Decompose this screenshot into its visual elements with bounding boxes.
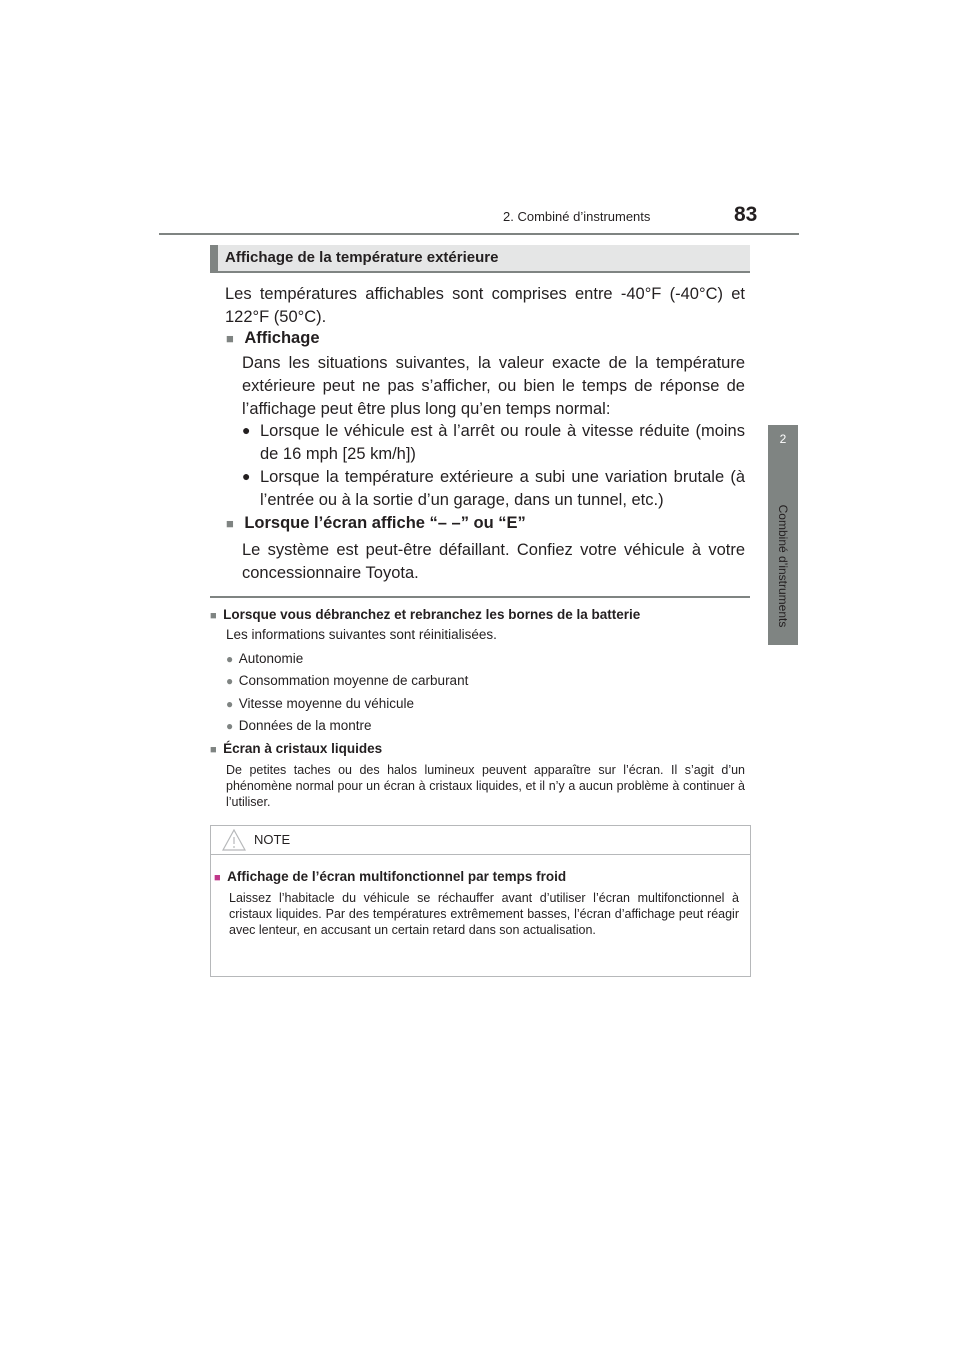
ecran-heading-row xyxy=(226,514,526,533)
battery-heading: Lorsque vous débranchez et rebranchez les bornes de la batterie xyxy=(223,607,641,622)
section-title: Affichage de la température extérieure xyxy=(225,249,499,266)
bullet-dot-icon: ● xyxy=(226,674,234,688)
ecran-heading: Lorsque l’écran affiche “– –” ou “E” xyxy=(244,514,526,532)
section-title-rule xyxy=(210,271,750,273)
bullet-dot-icon: ● xyxy=(226,697,234,711)
list-item xyxy=(226,650,303,668)
battery-text: Les informations suivantes sont réinitialisées. xyxy=(226,627,497,642)
bullet-dot-icon: ● xyxy=(242,468,251,484)
note-heading-row xyxy=(214,868,566,886)
note-heading: Affichage de l’écran multifonctionnel par temps froid xyxy=(227,869,567,884)
list-item xyxy=(226,695,414,713)
battery-heading-row xyxy=(210,606,640,624)
affichage-bullet-2: Lorsque la température extérieure a subi une variation brutale (à l’entrée ou à la sortie d’un garage, dans un tunnel, etc.) xyxy=(260,468,745,509)
note-label: NOTE xyxy=(254,832,291,847)
ecran-text: Le système est peut-être défaillant. Confiez votre véhicule à votre concessionnaire Toyota. xyxy=(242,541,745,582)
side-tab-number: 2 xyxy=(779,432,787,446)
list-item xyxy=(226,717,372,735)
square-bullet-icon: ■ xyxy=(214,872,221,884)
bullet-dot-icon: ● xyxy=(226,719,234,733)
list-item xyxy=(226,672,468,690)
battery-item-label: Consommation moyenne de carburant xyxy=(238,673,469,688)
affichage-bullet-1: Lorsque le véhicule est à l’arrêt ou roule à vitesse réduite (moins de 16 mph [25 km/h]) xyxy=(260,422,745,463)
lcd-heading: Écran à cristaux liquides xyxy=(223,741,383,756)
bullet-dot-icon: ● xyxy=(226,652,234,666)
section-end-rule xyxy=(210,596,750,598)
square-bullet-icon: ■ xyxy=(226,516,234,531)
bullet-dot-icon: ● xyxy=(242,422,251,438)
affichage-heading: Affichage xyxy=(244,329,320,347)
note-box-divider xyxy=(211,854,750,855)
page-number: 83 xyxy=(734,203,758,226)
header-rule xyxy=(159,233,799,235)
section-intro: Les températures affichables sont comprises entre -40°F (-40°C) et 122°F (50°C). xyxy=(225,285,745,326)
affichage-heading-row xyxy=(226,329,320,348)
note-text: Laissez l’habitacle du véhicule se réchauffer avant d’utiliser l’écran multifonctionnel à cristaux liquides. Par des températures extrêmement basses, l’écran d’affichage peut réagir avec lenteur, en accusant un certain retard dans son actualisation. xyxy=(229,891,739,937)
lcd-heading-row xyxy=(210,740,382,758)
square-bullet-icon: ■ xyxy=(226,331,234,346)
side-tab-label: Combiné d’instruments xyxy=(776,504,790,628)
battery-item-label: Données de la montre xyxy=(238,718,372,733)
section-title-accent xyxy=(210,245,218,272)
header-section-title: 2. Combiné d’instruments xyxy=(503,209,651,224)
affichage-text: Dans les situations suivantes, la valeur exacte de la température extérieure peut ne pas s’afficher, ou bien le temps de réponse de l’affichage peut être plus long qu’en temps normal: xyxy=(242,354,745,418)
square-bullet-icon: ■ xyxy=(210,744,217,756)
warning-triangle-icon xyxy=(222,829,246,851)
battery-item-label: Vitesse moyenne du véhicule xyxy=(238,696,415,711)
square-bullet-icon: ■ xyxy=(210,610,217,622)
lcd-text: De petites taches ou des halos lumineux peuvent apparaître sur l’écran. Il s’agit d’un phénomène normal pour un écran à cristaux liquides, et il n’y a aucun problème à continuer à l’utiliser. xyxy=(226,763,745,809)
battery-item-label: Autonomie xyxy=(238,651,304,666)
